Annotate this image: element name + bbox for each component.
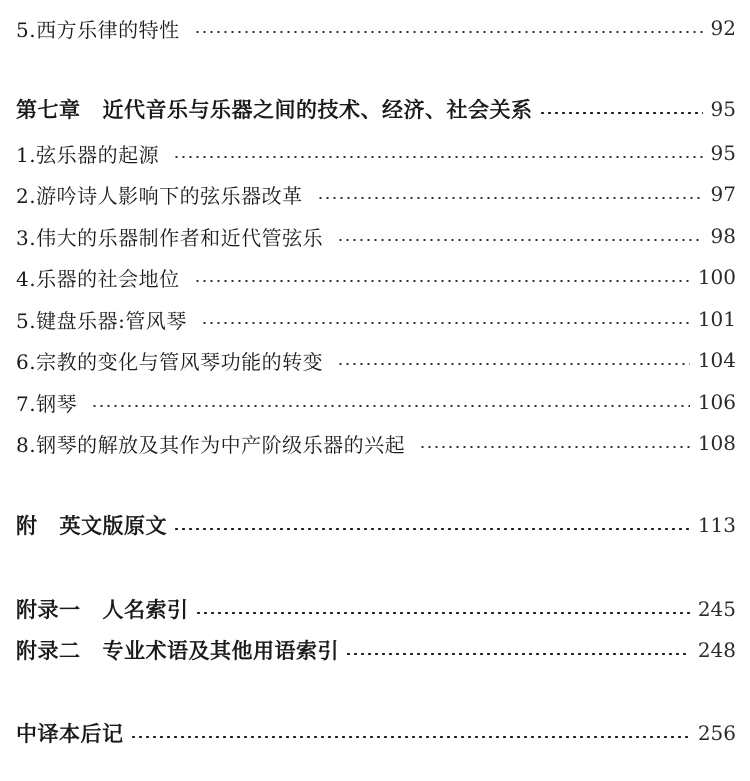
toc-page-number: 245 [697,597,736,621]
toc-appendix-two[interactable] [16,633,736,667]
toc-entry-title: 2.游吟诗人影响下的弦乐器改革 [16,183,303,208]
toc-entry-piano[interactable] [16,385,736,419]
appendix-label: 附录二 [16,638,81,663]
toc-entry-title: 6.宗教的变化与管风琴功能的转变 [16,349,324,374]
toc-entry-string-origin[interactable] [16,136,736,170]
toc-entry-organ-function[interactable] [16,343,736,377]
toc-entry-troubadour-reform[interactable] [16,177,736,211]
toc-chapter-title [16,94,533,124]
toc-appendix-english[interactable] [16,508,736,542]
toc-page-number: 100 [697,265,736,289]
toc-entry-title: 1.弦乐器的起源 [16,142,160,167]
dot-leader [337,363,690,365]
toc-page-number: 256 [697,721,736,745]
appendix-label: 附 [16,513,38,538]
toc-entry-title: 4.乐器的社会地位 [16,266,180,291]
toc-page-number: 95 [710,141,736,165]
toc-entry-title: 3.伟大的乐器制作者和近代管弦乐 [16,225,324,250]
toc-page-number: 108 [697,431,736,455]
appendix-name: 人名索引 [102,597,189,622]
toc-page-number: 92 [710,16,736,40]
dot-leader [130,736,690,738]
toc-appendix-title [16,635,339,665]
toc-appendix-title [16,594,189,624]
toc-entry-instrument-makers[interactable] [16,219,736,253]
dot-leader [173,528,690,530]
chapter-name: 近代音乐与乐器之间的技术、经济、社会关系 [102,97,533,122]
toc-page-number: 98 [710,224,736,248]
dot-leader [194,31,703,33]
toc-entry-title: 8.钢琴的解放及其作为中产阶级乐器的兴起 [16,432,406,457]
appendix-name: 英文版原文 [59,513,167,538]
dot-leader [195,612,690,614]
dot-leader [419,446,690,448]
toc-afterword[interactable] [16,716,736,750]
toc-page-number: 95 [710,97,736,121]
toc-page-number: 101 [697,307,736,331]
toc-appendix-title [16,510,167,540]
appendix-label: 附录一 [16,597,81,622]
toc-entry-organ[interactable] [16,302,736,336]
toc-page-number: 97 [710,182,736,206]
toc-chapter-seven[interactable] [16,92,736,126]
toc-page-number: 248 [697,638,736,662]
toc-page-number: 113 [697,513,736,537]
dot-leader [539,112,703,114]
toc-entry-title: 7.钢琴 [16,391,78,416]
toc-entry-social-status[interactable] [16,260,736,294]
dot-leader [201,322,690,324]
dot-leader [173,156,702,158]
toc-entry-western-temperament[interactable] [16,11,736,45]
chapter-number: 第七章 [16,97,81,122]
toc-entry-title: 5.西方乐律的特性 [16,17,180,42]
appendix-name: 专业术语及其他用语索引 [102,638,339,663]
dot-leader [345,653,690,655]
dot-leader [317,197,703,199]
dot-leader [194,280,690,282]
dot-leader [91,405,690,407]
toc-entry-title: 5.键盘乐器:管风琴 [16,308,187,333]
toc-page-number: 106 [697,390,736,414]
dot-leader [337,239,702,241]
toc-entry-piano-liberation[interactable] [16,426,736,460]
toc-appendix-one[interactable] [16,592,736,626]
toc-page-number: 104 [697,348,736,372]
toc-afterword-title: 中译本后记 [16,721,124,746]
